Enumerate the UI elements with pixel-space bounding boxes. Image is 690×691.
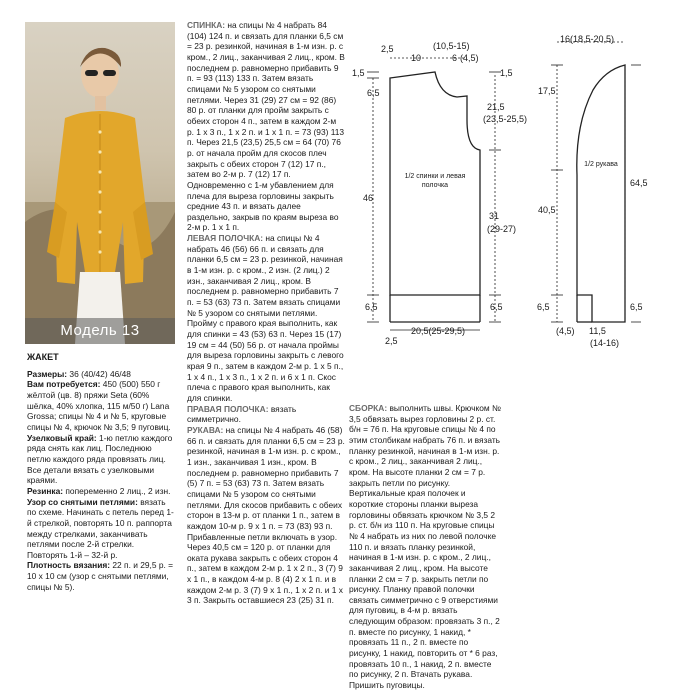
body-label: 1/2 спинки и левая полочка [404,173,466,189]
col1-paragraph [27,497,177,561]
sleeve-left-65: 6,5 [537,302,550,312]
col1-text: 36 (40/42) 46/48 [67,368,131,379]
col2-heading: РУКАВА: [187,424,224,435]
dim-bottom-width: 20,5(25-29,5) [411,326,466,336]
col1-paragraph [27,369,177,380]
col2-paragraph [187,233,345,404]
dim-bottom-25: 2,5 [385,336,398,346]
col2-text: выполнить швы. Крючком № 3,5 обвязать вырез горловины 2 р. ст. б/н = 76 п. На круговые спицы № 4 по этим столбикам набрать 76 п. и вязать планку резинкой, начиная в 1-м изн. р. с кром., 2 лиц., заканчивая 2 лиц., кром. На высоте планки 2 см = 7 р. закрыть петли по рисунку. Вертикальные края полочек и короткие стороны планки выреза горловины обвязать крючком № 3,5 2 р. ст. б/н из 110 п. На круговые спицы № 4 набрать из них по левой полочке 110 п. и вязать планку резинкой, начиная в 1-м изн. р. с кром., 2 лиц., заканчивая 2 лиц., кром. На высоте планки 2 см = 7 р. закрыть петли по рисунку. Планку правой полочки связать симметрично с 9 отверстиями для пуговиц, в 4-м р. вязать следующим образом: провязать 3 п., 2 п. вместе по рисунку, 1 накид, * провязать 11 п., 2 п. вместе по рисунку, 1 накид, повторить от * 6 раз, провязать 10 п., 1 накид, 2 п. вместе по рисунку, 2 п. Втачать рукава. Пришить пуговицы. [349,403,501,691]
col2-text: на спицы № 4 набрать 84 (104) 124 п. и связать для планки 6,5 см = 23 р. резинкой, начиная в 1-м изн. р. с кром., 2 лиц., заканчивая 2 лиц., кром. В последнем р. равномерно прибавить 9 п. = 93 (113) 133 п. Затем вязать спицами № 5 узором со снятыми петлями. Через 31 (29) 27 см = 92 (86) 80 р. от планки для пройм закрыть с обеих сторон 4 п., затем в каждом 2-м р. 1 х 3 п., 1 х 2 п. и 1 х 1 п. = 73 (93) 113 п. Через 21,5 (23,5) 25,5 см = 64 (70) 76 р. от начала пройм для скосов плеч закрыть с обеих сторон 7 (12) 17 п., затем во 2-м р. 7 (12) 17 п. Одновременно с 1-м убавлением для плеча для выреза горловины закрыть средние 43 п. и вязать далее раздельно, закрыв по краям выреза во 2-м р. 1 х 1 п. [187,20,345,233]
col1-heading: Плотность вязания: [27,560,111,571]
col1-heading: Узелковый край: [27,432,97,443]
dim-right-215: 21,5 [487,102,505,112]
col1-text: попеременно 2 лиц., 2 изн. [63,485,171,496]
col1-text: 450 (500) 550 г жёлтой (цв. 8) пряжи Seta (60% шёлка, 40% хлопка, 115 м/50 г) Lana Grossa; спицы № 4 и № 5, круговые спицы № 4, крючок № 3,5; 9 пуговиц. [27,379,171,432]
dim-right-15: 1,5 [500,68,513,78]
sleeve-bottom-115: 11,5 [589,326,606,336]
col2-heading: ЛЕВАЯ ПОЛОЧКА: [187,233,264,244]
col2-paragraph [187,20,345,233]
pattern-title: ЖАКЕТ [27,352,59,362]
dim-top-10: 10 [411,53,422,63]
col2-text: вязать симметрично. [187,403,297,425]
col2-heading: СБОРКА: [349,403,388,413]
dim-left-65: 6,5 [367,88,380,98]
sleeve-bottom-1416: (14-16) [590,338,620,348]
sleeve-label: 1/2 рукава [584,161,618,168]
col2-text: на спицы № 4 набрать 46 (56) 66 п. и связать для планки 6,5 см = 23 р. резинкой, начиная в 1-м изн. р. с кром., 2 изн. (2 лиц.) 2 изн., заканчивая 2 лиц., кром. В последнем р. равномерно прибавить 7 п. = 53 (63) 73 п. Затем вязать спицами № 5 узором со снятыми петлями. Пройму с правого края выполнить, как для спинки = 43 (53) 63 п. Через 15 (17) 19 см = 44 (50) 56 р. от начала проймы для выреза горловины закрыть с левого края 9 п., затем в каждом 2-м р. 1 х 5 п., 1 х 4 п., 1 х 3 п., 1 х 2 п. и 6 х 1 п. Скос плеча с правого края выполнить, как для спинки. [187,233,344,403]
model-photo [25,22,175,344]
photo-caption: Модель 13 [25,318,175,344]
col1-paragraph [27,486,177,497]
sleeve-bottom-45: (4,5) [556,326,575,336]
col2-heading: ПРАВАЯ ПОЛОЧКА: [187,403,269,414]
col2-paragraph [349,403,501,691]
sleeve-top: 16(18,5-20,5) [560,34,615,44]
sleeve-outline [577,65,625,322]
col1-heading: Вам потребуется: [27,379,101,390]
col1-heading: Узор со снятыми петлями: [27,496,138,507]
model-illustration [25,22,175,344]
dim-top-45: (4,5) [460,53,479,63]
sleeve-right-65: 6,5 [630,302,643,312]
dim-right-65: 6,5 [490,302,503,312]
col3-paragraphs [349,403,501,691]
dim-left-15: 1,5 [352,68,365,78]
dim-top-25: 2,5 [381,44,394,54]
sleeve-left-175: 17,5 [538,86,556,96]
dim-right-2927: (29-27) [487,224,517,234]
col1-text: вязать по схеме. Начинать с петель перед 1-й стрелкой, повторять 10 п. раппорта между стрелками, заканчивать петлями после 2-й стрелки. Повторять 1-й – 32-й р. [27,496,174,560]
dim-left-46: 46 [363,193,374,203]
col1-paragraph [27,379,177,432]
col1-paragraph [27,433,177,486]
column-3 [349,403,501,691]
col2-text: на спицы № 4 набрать 46 (58) 66 п. и связать для планки 6,5 см = 23 р. резинкой, начиная в 1-м изн. р. с кром., 1 изн., заканчивая 1 изн., кром. В последнем р. равномерно прибавить 7 (5) 7 п. = 53 (63) 73 п. Затем вязать спицами № 5 узором со снятыми петлями. Для скосов прибавить с обеих сторон в 13-м р. от планки 1 п., затем в каждом 10-м р. 9 х 1 п. = 73 (83) 93 п. Прибавленные петли включать в узор. Через 40,5 см = 120 р. от планки для оката рукава закрыть с обеих сторон 4 п., затем в каждом 2-м р. 1 х 2 п., 3 (7) 9 х 1 п., в каждом 4-м р. 8 (4) 2 х 1 п. и в каждом 2-м р. 3 (7) 9 х 1 п., 1 х 2 п. и 1 х 3 п. Закрыть оставшиеся 23 (25) 31 п. [187,424,345,606]
col1-text: 22 п. и 29,5 р. = 10 х 10 см (узор с снятыми петлями, спицы № 5). [27,560,174,592]
col2-heading: СПИНКА: [187,20,226,30]
dim-left-65b: 6,5 [365,302,378,312]
dim-top-6: 6 [452,53,458,63]
col1-heading: Размеры: [27,368,68,379]
column-2 [187,20,345,606]
dim-right-2355: (23,5-25,5) [483,114,528,124]
col2-paragraphs [187,20,345,606]
sleeve-left-405: 40,5 [538,205,556,215]
col1-heading: Резинка: [27,485,64,496]
col2-paragraph [187,425,345,606]
col2-paragraph [187,404,345,425]
sleeve-right-645: 64,5 [630,178,648,188]
col1-paragraphs [27,369,177,593]
col1-paragraph [27,560,177,592]
col1-text: 1-ю петлю каждого ряда снять как лиц. Последнюю петлю каждого ряда провязать лиц. Все детали вязать с узелковыми краями. [27,432,173,486]
column-1 [27,352,177,592]
dim-neck-top: (10,5-15) [433,41,470,51]
dim-right-31: 31 [489,211,500,221]
